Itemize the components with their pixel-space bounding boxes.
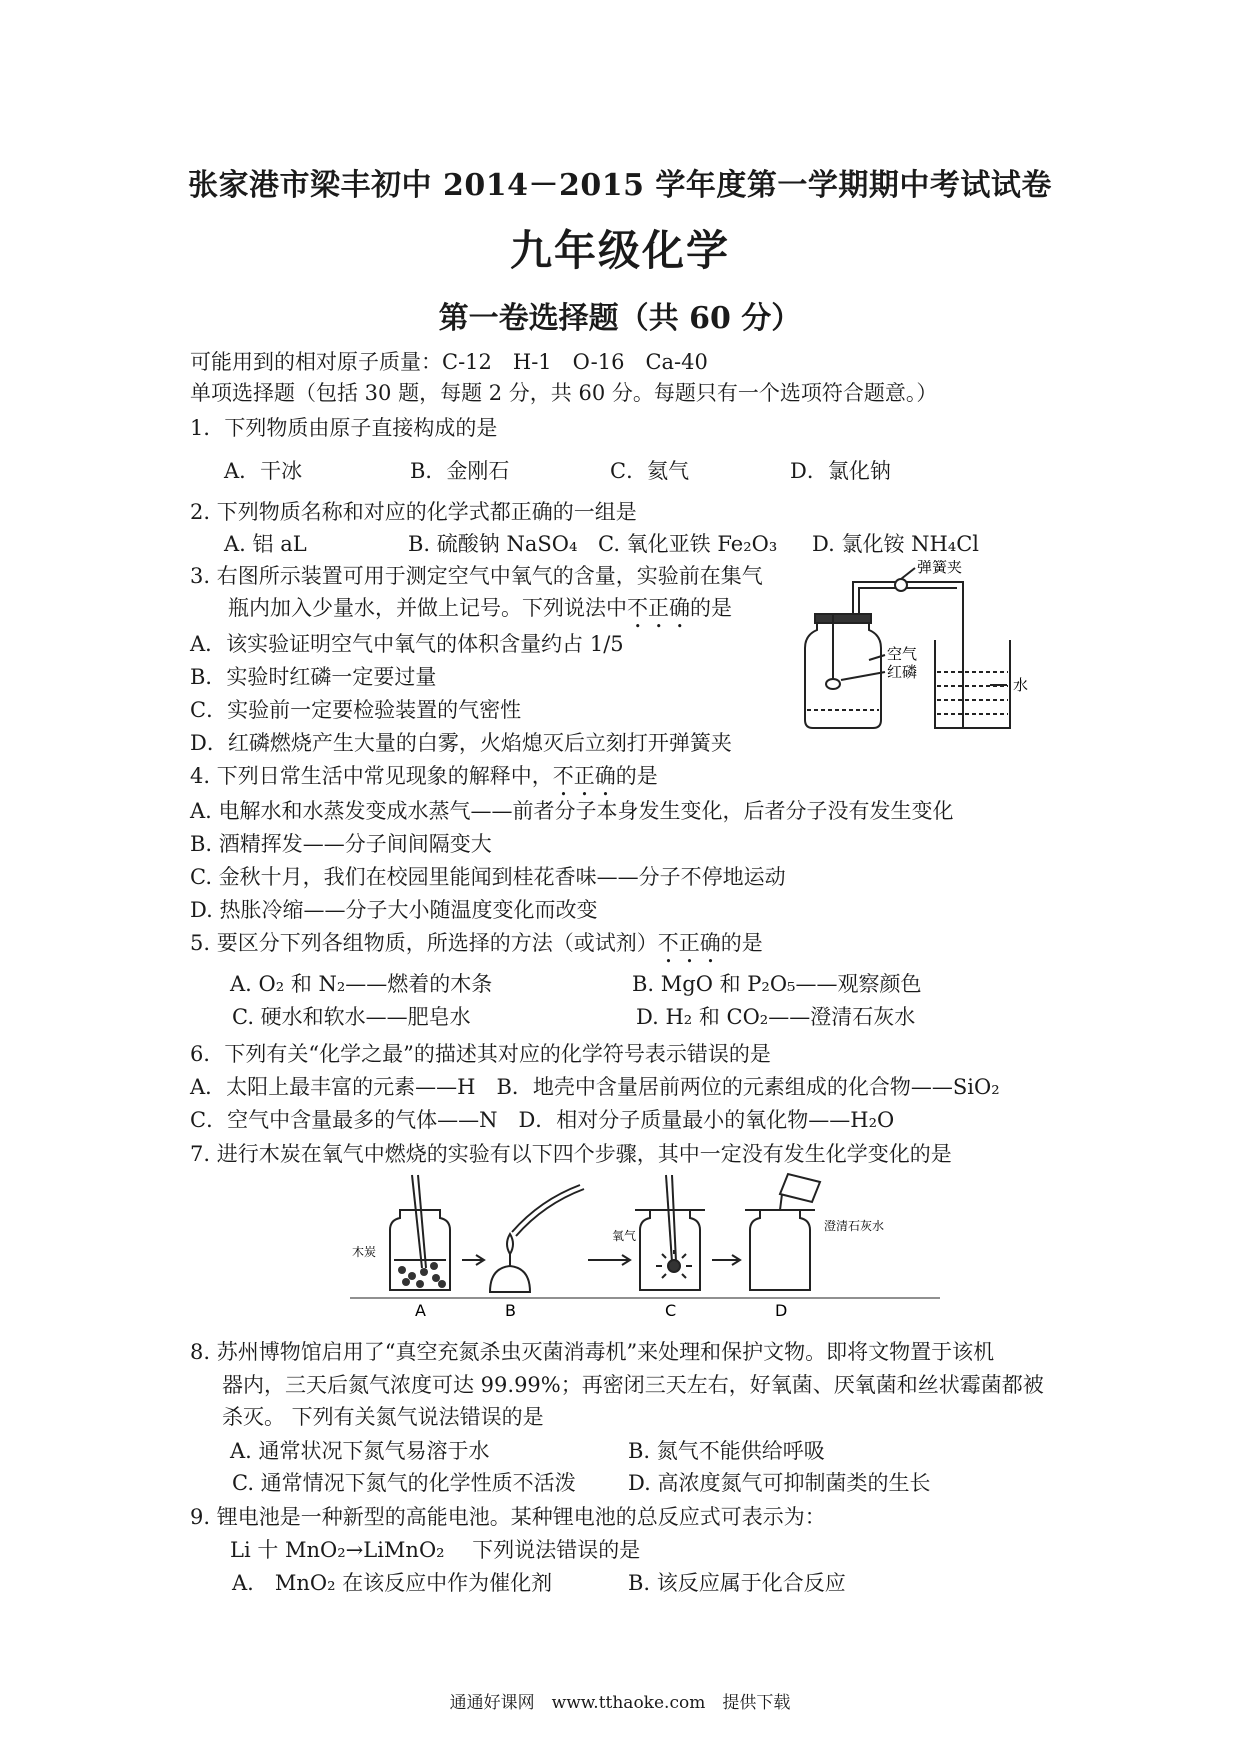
q3-label-phosphorus: 红磷	[887, 663, 918, 681]
q5-emphasis: 不正确	[657, 931, 721, 955]
q1-option-c: C．氦气	[610, 459, 690, 483]
section-title: 第一卷选择题（共 60 分）	[438, 301, 802, 336]
q5-stem-pre: 5. 要区分下列各组物质，所选择的方法（或试剂）	[190, 931, 658, 955]
q3-emphasis: 不正确	[627, 596, 690, 620]
q7-label-b: B	[505, 1301, 516, 1320]
q4-option-c: C. 金秋十月，我们在校园里能闻到桂花香味——分子不停地运动	[190, 865, 786, 889]
q3-option-c: C．实验前一定要检验装置的气密性	[190, 698, 522, 722]
page-footer: 通通好课网 www.tthaoke.com 提供下载	[449, 1693, 791, 1713]
q8-option-c: C. 通常情况下氮气的化学性质不活泼	[232, 1471, 576, 1495]
q3-apparatus-figure	[785, 560, 1035, 735]
q4-option-a: A. 电解水和水蒸发变成水蒸气——前者分子本身发生变化，后者分子没有发生变化	[190, 799, 954, 823]
q5-stem	[190, 929, 763, 968]
q5-option-b: B. MgO 和 P₂O₅——观察颜色	[632, 972, 922, 996]
atomic-masses: 可能用到的相对原子质量：C-12 H-1 O-16 Ca-40	[190, 350, 708, 374]
exam-title: 张家港市梁丰初中 2014－2015 学年度第一学期期中考试试卷	[188, 168, 1052, 203]
q6-options-cd: C．空气中含量最多的气体——N D．相对分子质量最小的氧化物——H₂O	[190, 1108, 895, 1132]
q3-stem-pre: 瓶内加入少量水，并做上记号。下列说法中	[228, 596, 627, 620]
q7-stem: 7. 进行木炭在氧气中燃烧的实验有以下四个步骤，其中一定没有发生化学变化的是	[190, 1142, 952, 1166]
q3-label-air: 空气	[887, 645, 918, 663]
q9-option-a: A. MnO₂ 在该反应中作为催化剂	[232, 1571, 553, 1595]
q7-label-d: D	[775, 1301, 788, 1320]
q9-option-b: B. 该反应属于化合反应	[628, 1571, 846, 1595]
q4-option-b: B. 酒精挥发——分子间间隔变大	[190, 832, 492, 856]
q2-option-d: D. 氯化铵 NH₄Cl	[812, 532, 980, 556]
q4-option-d: D. 热胀冷缩——分子大小随温度变化而改变	[190, 898, 598, 922]
q6-options-ab: A．太阳上最丰富的元素——H B．地壳中含量居前两位的元素组成的化合物——SiO₂	[190, 1075, 1000, 1099]
q5-stem-post: 的是	[720, 931, 763, 955]
q1-option-d: D．氯化钠	[790, 459, 891, 483]
q5-option-c: C. 硬水和软水——肥皂水	[232, 1005, 471, 1029]
q8-stem-line3: 杀灭。 下列有关氮气说法错误的是	[222, 1405, 544, 1429]
q2-option-b: B. 硫酸钠 NaSO₄	[408, 532, 578, 556]
q5-option-d: D. H₂ 和 CO₂——澄清石灰水	[636, 1005, 916, 1029]
q2-option-a: A. 铝 aL	[224, 532, 307, 556]
q3-label-clip: 弹簧夹	[917, 560, 963, 576]
q8-stem-line2: 器内，三天后氮气浓度可达 99.99%；再密闭三天左右，好氧菌、厌氧菌和丝状霉菌都被	[222, 1373, 1044, 1397]
q3-label-water: 水	[1013, 676, 1029, 694]
q8-option-b: B. 氮气不能供给呼吸	[628, 1439, 825, 1463]
q6-stem: 6．下列有关“化学之最”的描述其对应的化学符号表示错误的是	[190, 1042, 771, 1066]
q3-stem-line1: 3. 右图所示装置可用于测定空气中氧气的含量，实验前在集气	[190, 564, 763, 588]
subject-title: 九年级化学	[509, 226, 730, 275]
q4-stem-pre: 4. 下列日常生活中常见现象的解释中，	[190, 764, 553, 788]
q7-steps-figure	[350, 1170, 940, 1320]
q1-option-b: B．金刚石	[410, 459, 510, 483]
q4-stem	[190, 762, 658, 801]
q8-option-d: D. 高浓度氮气可抑制菌类的生长	[628, 1471, 931, 1495]
q2-stem: 2. 下列物质名称和对应的化学式都正确的一组是	[190, 500, 637, 524]
q5-option-a: A. O₂ 和 N₂——燃着的木条	[230, 972, 493, 996]
q9-equation: Li 十 MnO₂→LiMnO₂ 下列说法错误的是	[230, 1538, 641, 1562]
q7-label-limewater: 澄清石灰水	[824, 1219, 885, 1233]
q4-emphasis: 不正确	[552, 764, 616, 788]
q7-label-a: A	[415, 1301, 426, 1320]
q9-stem: 9. 锂电池是一种新型的高能电池。某种锂电池的总反应式可表示为：	[190, 1505, 826, 1529]
instructions: 单项选择题（包括 30 题，每题 2 分，共 60 分。每题只有一个选项符合题意。）	[190, 381, 938, 405]
q1-stem: 1．下列物质由原子直接构成的是	[190, 416, 498, 440]
q3-option-a: A．该实验证明空气中氧气的体积含量约占 1/5	[190, 632, 624, 656]
q3-stem-post: 的是	[690, 596, 732, 620]
q8-stem-line1: 8. 苏州博物馆启用了“真空充氮杀虫灭菌消毒机”来处理和保护文物。即将文物置于该机	[190, 1340, 995, 1364]
q7-label-oxygen: 氧气	[612, 1229, 637, 1243]
q8-option-a: A. 通常状况下氮气易溶于水	[230, 1439, 490, 1463]
q1-option-a: A．干冰	[224, 459, 303, 483]
q3-option-b: B．实验时红磷一定要过量	[190, 665, 437, 689]
q3-option-d: D．红磷燃烧产生大量的白雾，火焰熄灭后立刻打开弹簧夹	[190, 731, 732, 755]
q7-label-charcoal: 木炭	[352, 1245, 377, 1259]
q7-label-c: C	[665, 1301, 677, 1320]
q2-option-c: C. 氧化亚铁 Fe₂O₃	[598, 532, 778, 556]
q3-stem-line2	[228, 594, 732, 633]
q4-stem-post: 的是	[615, 764, 658, 788]
